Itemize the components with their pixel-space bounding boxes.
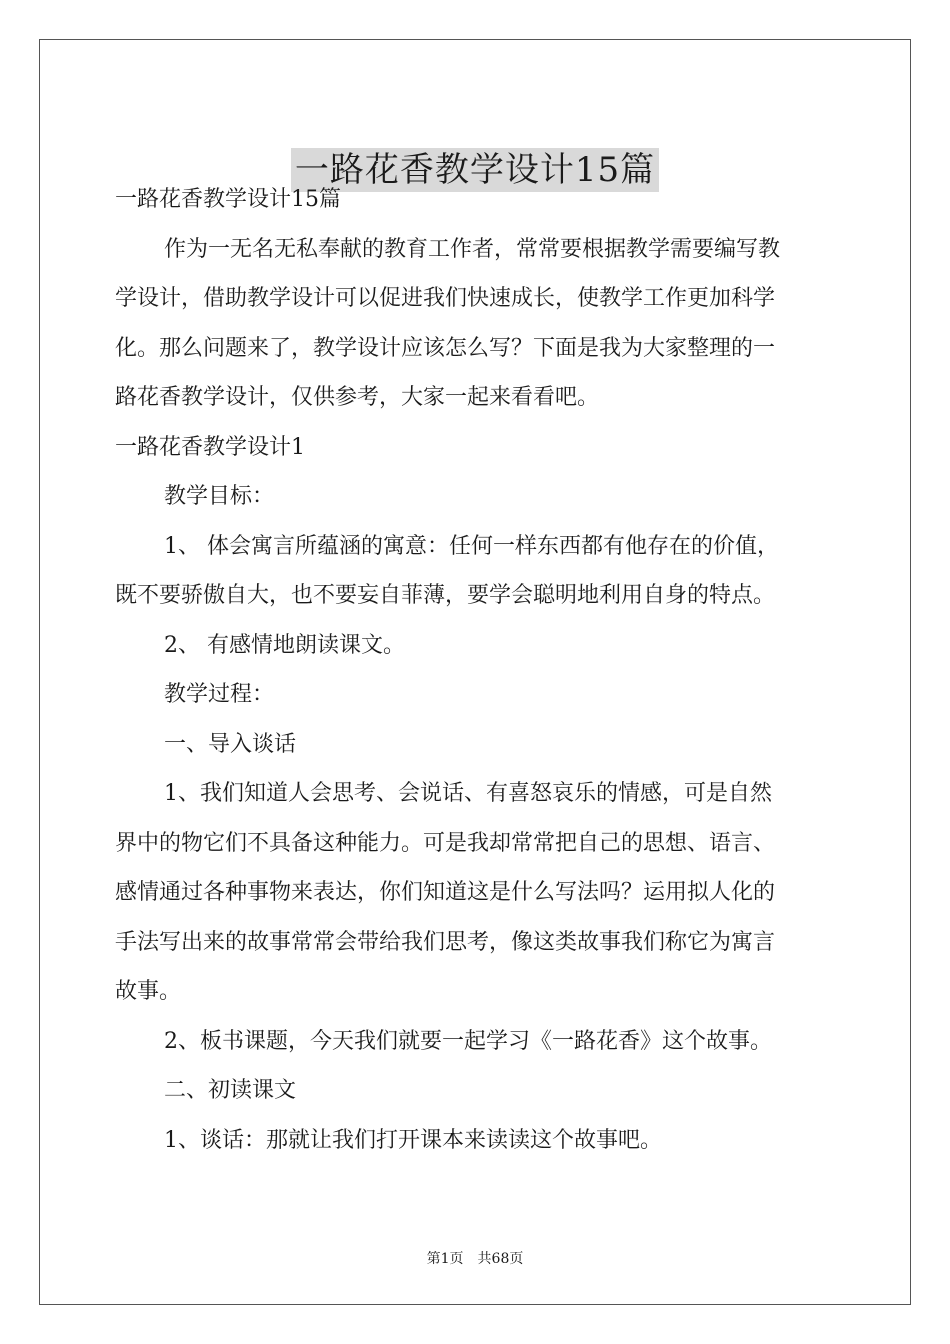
text-line: 一路花香教学设计15篇 xyxy=(115,187,341,212)
text-line: 既不要骄傲自大，也不要妄自菲薄，要学会聪明地利用自身的特点。 xyxy=(115,583,776,608)
text-line: 学设计，借助教学设计可以促进我们快速成长，使教学工作更加科学 xyxy=(115,286,776,311)
text-line: 1、我们知道人会思考、会说话、有喜怒哀乐的情感，可是自然 xyxy=(164,781,772,806)
text-line: 1、谈话：那就让我们打开课本来读读这个故事吧。 xyxy=(164,1127,662,1153)
text-line: 教学目标： xyxy=(164,484,275,509)
text-line: 2、 有感情地朗读课文。 xyxy=(164,632,405,658)
document-body xyxy=(115,175,835,1165)
text-line: 一路花香教学设计1 xyxy=(115,434,305,460)
text-line: 二、初读课文 xyxy=(164,1078,297,1103)
text-line: 路花香教学设计，仅供参考，大家一起来看看吧。 xyxy=(115,385,600,410)
text-line: 故事。 xyxy=(115,979,182,1004)
text-line: 教学过程： xyxy=(164,682,275,707)
text-line: 2、板书课题，今天我们就要一起学习《一路花香》这个故事。 xyxy=(164,1028,772,1054)
text-line: 手法写出来的故事常常会带给我们思考，像这类故事我们称它为寓言 xyxy=(115,929,776,955)
text-line: 界中的物它们不具备这种能力。可是我却常常把自己的思想、语言、 xyxy=(115,830,776,856)
text-line: 化。那么问题来了，教学设计应该怎么写？下面是我为大家整理的一 xyxy=(115,335,776,361)
text-line: 作为一无名无私奉献的教育工作者，常常要根据教学需要编写教 xyxy=(164,236,781,262)
document-title: 一路花香教学设计15篇 xyxy=(291,148,659,192)
text-line: 一、导入谈话 xyxy=(164,731,297,757)
text-line: 感情通过各种事物来表达，你们知道这是什么写法吗？运用拟人化的 xyxy=(115,880,776,905)
page-footer: 第1页 共68页 xyxy=(426,1251,524,1267)
text-line: 1、 体会寓言所蕴涵的寓意：任何一样东西都有他存在的价值， xyxy=(164,533,779,559)
